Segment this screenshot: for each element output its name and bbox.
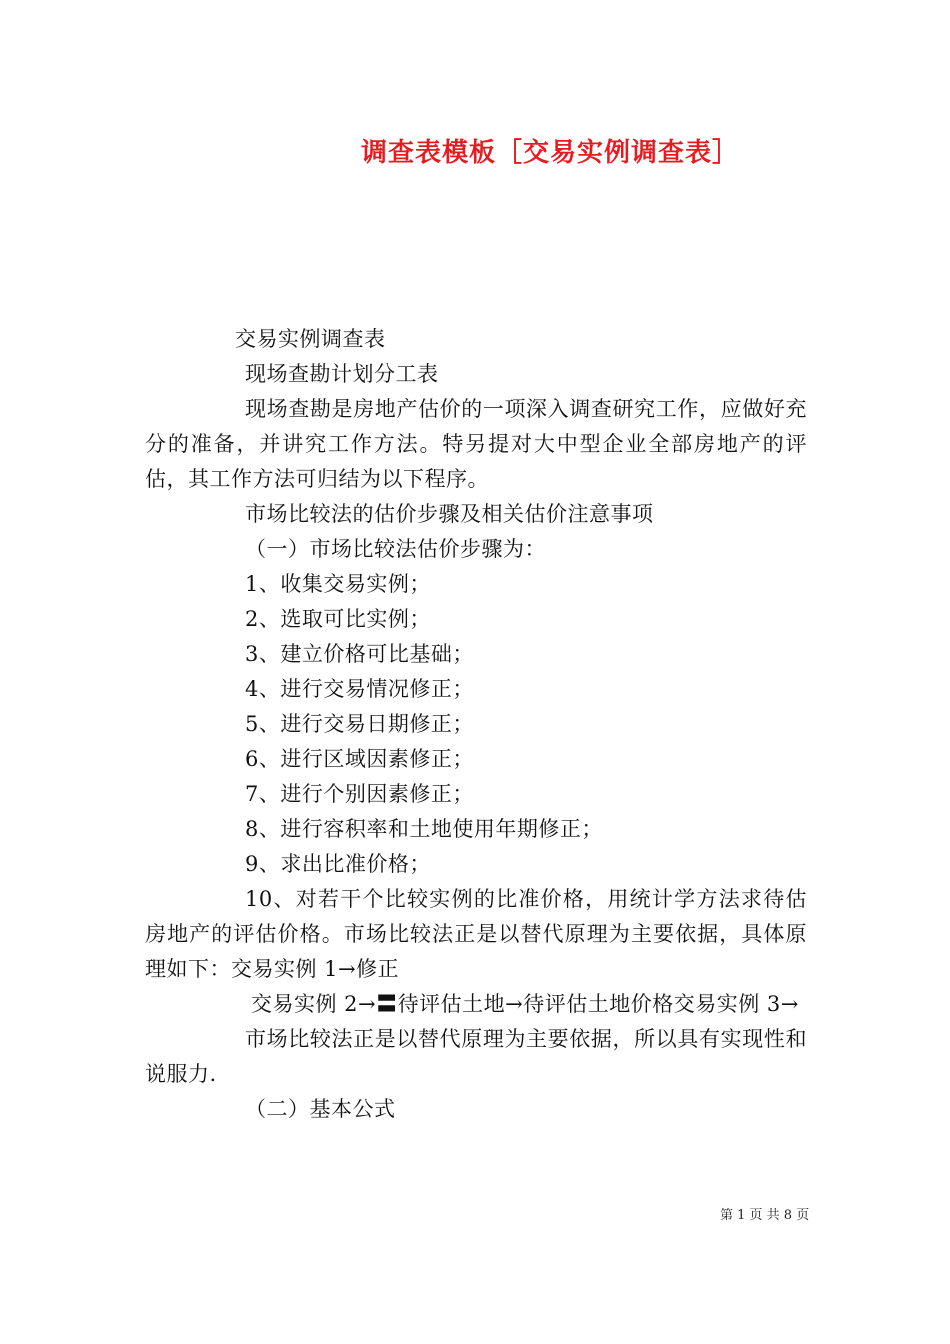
paragraph: 市场比较法的估价步骤及相关估价注意事项 (245, 502, 654, 526)
list-item: 7、进行个别因素修正； (245, 782, 474, 806)
page-number: 第 1 页 共 8 页 (720, 1208, 810, 1223)
paragraph: 市场比较法正是以替代原理为主要依据，所以具有实现性和说服力. (145, 1027, 807, 1086)
paragraph: 现场查勘计划分工表 (245, 362, 439, 386)
list-item: 3、建立价格可比基础； (245, 642, 474, 666)
list-item: 2、选取可比实例； (245, 607, 431, 631)
paragraph: 交易实例 2→〓待评估土地→待评估土地价格交易实例 3→ (251, 992, 799, 1016)
list-item: 6、进行区域因素修正； (245, 747, 474, 771)
list-item: 9、求出比准价格； (245, 852, 431, 876)
list-item: 4、进行交易情况修正； (245, 677, 474, 701)
list-item: 5、进行交易日期修正； (245, 712, 474, 736)
document-body (145, 322, 807, 1127)
document-title: 调查表模板［交易实例调查表］ (360, 138, 739, 168)
list-item: 10、对若干个比较实例的比准价格，用统计学方法求待估房地产的评估价格。市场比较法正是以替代原理为主要依据，具体原理如下：交易实例 1→修正 (145, 887, 807, 981)
list-item: 8、进行容积率和土地使用年期修正； (245, 817, 603, 841)
paragraph: 现场查勘是房地产估价的一项深入调查研究工作，应做好充分的准备，并讲究工作方法。特另提对大中型企业全部房地产的评估，其工作方法可归结为以下程序。 (145, 397, 807, 491)
paragraph: （一）市场比较法估价步骤为： (245, 537, 546, 561)
paragraph: 交易实例调查表 (235, 327, 386, 351)
list-item: 1、收集交易实例； (245, 572, 431, 596)
section-heading: （二）基本公式 (245, 1097, 396, 1121)
